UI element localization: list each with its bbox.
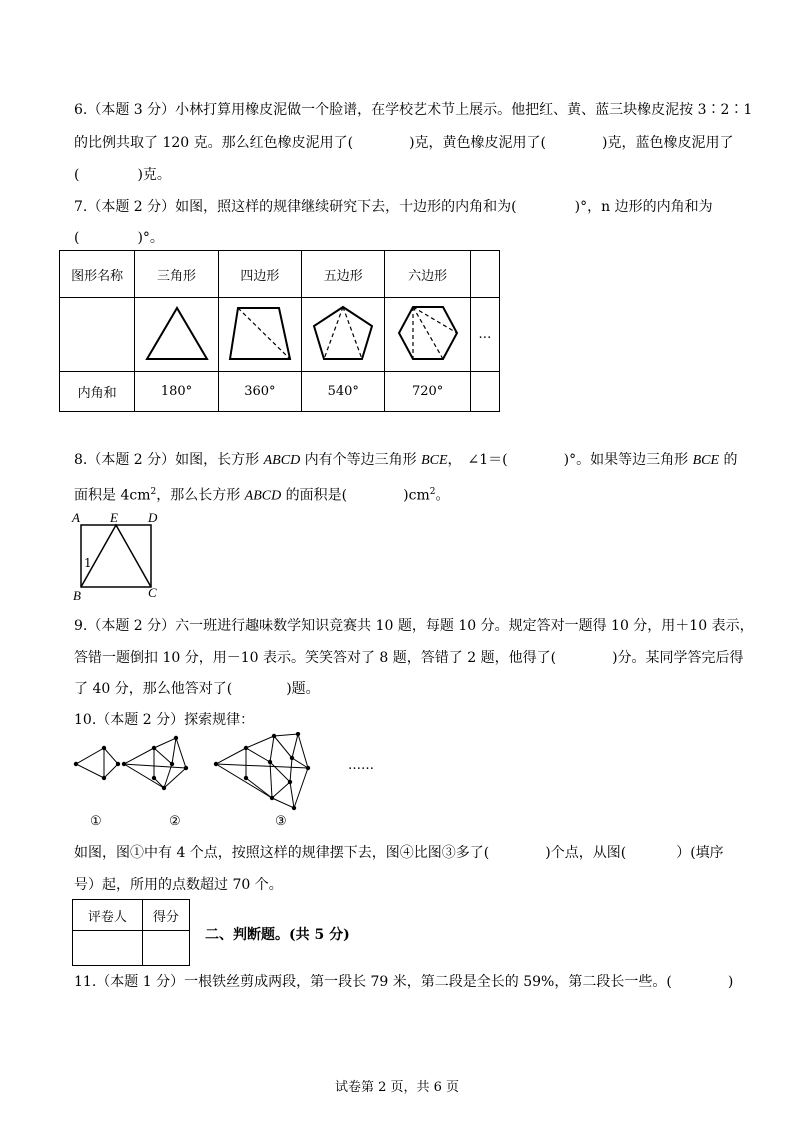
pentagon-cell <box>302 298 385 372</box>
q9-line2: 答错一题倒扣 10 分，用－10 表示。笑笑答对了 8 题，答错了 2 题，他得了( )分。某同学答完后得 <box>74 650 744 666</box>
grader-cell <box>73 931 143 966</box>
q11-line1: 11.（本题 1 分）一根铁丝剪成两段，第一段长 79 米，第二段是全长的 59%，第二段长一些。( ) <box>74 974 734 990</box>
grader-table <box>72 899 190 966</box>
table-cell: 内角和 <box>60 372 135 412</box>
page-footer: 试卷第 2 页，共 6 页 <box>334 1080 460 1095</box>
q6-line2: 的比例共取了 120 克。那么红色橡皮泥用了( )克，黄色橡皮泥用了( )克，蓝色橡皮泥用了 <box>74 135 734 151</box>
pattern-figures <box>68 732 388 832</box>
figure-label-1: ① <box>90 814 102 829</box>
q10-title: 10.（本题 2 分）探索规律： <box>74 712 255 728</box>
q8-line2: 面积是 $4cm^2$，那么长方形 ABCD 的面积是( )$cm^2$。 <box>74 487 450 504</box>
table-header-cell: 图形名称 <box>60 251 135 298</box>
ellipsis-cell: … <box>470 298 499 372</box>
dot-pattern-diagram <box>68 732 388 832</box>
q7-line1: 7.（本题 2 分）如图，照这样的规律继续研究下去，十边形的内角和为( )°，n 边形的内角和为 <box>74 199 713 215</box>
triangle-cell <box>135 298 218 372</box>
q9-line1: 9.（本题 2 分）六一班进行趣味数学知识竞赛共 10 题，每题 10 分。规定答对一题得 10 分，用＋10 表示， <box>74 618 754 634</box>
table-cell: 180° <box>135 372 218 412</box>
score-header: 得分 <box>142 900 189 931</box>
polygon-table <box>59 250 500 412</box>
table-empty-cell <box>60 298 135 372</box>
label-angle-1: 1 <box>84 556 92 570</box>
q10-line1: 如图，图①中有 4 个点，按照这样的规律摆下去，图④比图③多了( )个点，从图( ）(填序 <box>74 845 724 861</box>
label-c: C <box>148 585 157 600</box>
quadrilateral-figure <box>225 302 295 364</box>
table-header-cell: 六边形 <box>385 251 470 298</box>
figure-label-3: ③ <box>275 814 287 829</box>
rectangle-figure <box>68 508 168 604</box>
quadrilateral-cell <box>218 298 301 372</box>
hexagon-figure <box>393 302 463 364</box>
table-header-cell <box>470 251 499 298</box>
label-e: E <box>110 510 118 525</box>
table-header-cell: 三角形 <box>135 251 218 298</box>
pattern-ellipsis: …… <box>348 758 374 773</box>
q10-line2: 号）起，所用的点数超过 70 个。 <box>74 877 283 893</box>
triangle-figure <box>142 302 212 364</box>
q6-line3: ( )克。 <box>74 167 171 183</box>
q7-line2: ( )°。 <box>74 230 164 246</box>
table-cell: 720° <box>385 372 470 412</box>
table-cell: 540° <box>302 372 385 412</box>
table-header-cell: 四边形 <box>218 251 301 298</box>
label-b: B <box>73 588 81 603</box>
q9-line3: 了 40 分，那么他答对了( )题。 <box>74 681 320 697</box>
table-header-cell: 五边形 <box>302 251 385 298</box>
table-cell <box>470 372 499 412</box>
label-d: D <box>148 510 158 525</box>
hexagon-cell <box>385 298 470 372</box>
score-cell <box>142 931 189 966</box>
table-cell: 360° <box>218 372 301 412</box>
label-a: A <box>72 510 80 525</box>
section-title: 二、判断题。(共 5 分) <box>205 927 350 943</box>
grader-header: 评卷人 <box>73 900 143 931</box>
q8-line1: 8.（本题 2 分）如图，长方形 ABCD 内有个等边三角形 BCE， ∠1＝( )°。如果等边三角形 BCE 的 <box>74 452 738 468</box>
figure-label-2: ② <box>169 814 181 829</box>
q6-line1: 6.（本题 3 分）小林打算用橡皮泥做一个脸谱，在学校艺术节上展示。他把红、黄、蓝三块橡皮泥按 3∶2∶1 <box>74 102 753 118</box>
pentagon-figure <box>308 302 378 364</box>
